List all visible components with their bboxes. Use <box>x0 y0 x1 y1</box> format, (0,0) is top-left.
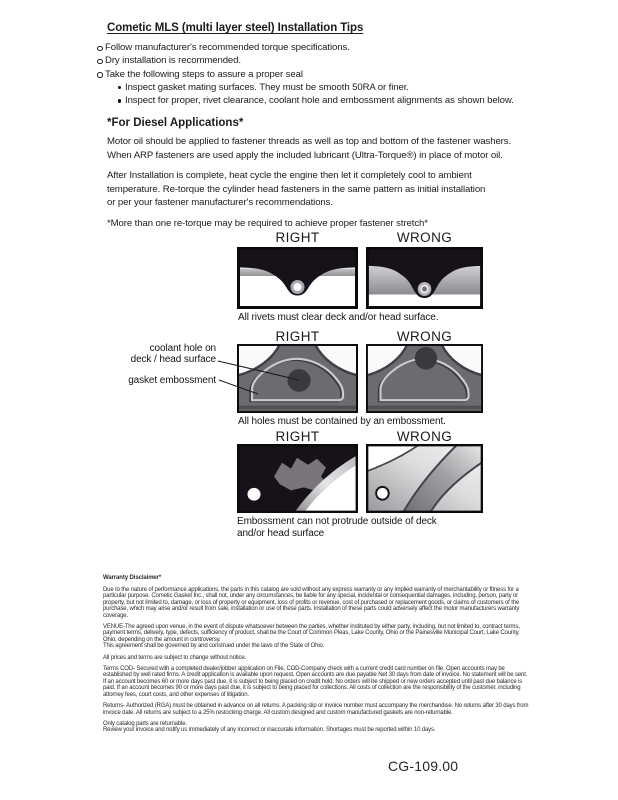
coolant-hole-label-line2: deck / head surface <box>130 354 216 365</box>
filled-bullet-icon <box>118 99 121 102</box>
row3-caption-line2: and/or head surface <box>237 528 325 539</box>
protrusion-right-diagram <box>237 444 358 513</box>
right-label-row3: RIGHT <box>275 429 320 444</box>
filled-bullet-icon <box>118 86 121 89</box>
diesel-applications-heading: *For Diesel Applications* <box>107 117 244 130</box>
coolant-hole-label-line1: coolant hole on <box>149 343 216 354</box>
disclaimer-line: This agreement shall be governed by and construed under the laws of the State of Ohio. <box>103 643 325 650</box>
page-code: CG-109.00 <box>388 758 459 774</box>
disclaimer-paragraph <box>103 721 531 734</box>
disclaimer-heading: Warranty Disclaimer* <box>103 575 162 581</box>
disclaimer-paragraph: All prices and terms are subject to change without notice. <box>103 654 247 661</box>
protrusion-wrong-diagram <box>366 444 483 513</box>
row3-caption-line1: Embossment can not protrude outside of deck <box>237 516 437 527</box>
sub-bullet-item <box>97 94 537 107</box>
sub-bullet-text: Inspect for proper, rivet clearance, coolant hole and embossment alignments as shown below. <box>125 95 514 107</box>
sub-bullet-item <box>97 81 537 94</box>
disclaimer-line: Only catalog parts are returnable. <box>103 720 187 727</box>
wrong-label-row1: WRONG <box>396 230 453 245</box>
embossment-wrong-diagram <box>366 344 483 413</box>
right-label-row1: RIGHT <box>275 230 320 245</box>
wrong-label-row3: WRONG <box>396 429 453 444</box>
disclaimer-paragraph <box>103 624 531 650</box>
embossment-right-diagram <box>237 344 358 413</box>
bullet-item <box>97 68 537 81</box>
diesel-paragraph-3 <box>97 217 537 231</box>
bullet-item <box>97 54 537 67</box>
bullet-text: Take the following steps to assure a proper seal <box>105 68 303 80</box>
row1-caption: All rivets must clear deck and/or head surface. <box>238 312 439 323</box>
paragraph-line: When ARP fasteners are used apply the included lubricant (Ultra-Torque®) in place of motor oil. <box>107 149 503 161</box>
bullet-text: Dry installation is recommended. <box>105 55 241 67</box>
paragraph-line: After Installation is complete, heat cycle the engine then let it completely cool to ambient <box>107 170 472 182</box>
row2-caption: All holes must be contained by an embossment. <box>238 416 446 427</box>
wrong-label-row2: WRONG <box>396 329 453 344</box>
text-column <box>97 16 537 237</box>
paragraph-line: temperature. Re-torque the cylinder head fasteners in the same pattern as initial installation <box>107 183 486 195</box>
rivet-clearance-right-diagram <box>237 247 358 309</box>
disclaimer-paragraph: Terms COD- Secured with a completed dealer/jobber application on File, COD-Company check with a current credit card number on file. Open accounts may be established by well rated firms. A credit application is available upon request. Open accounts are due payable Net 30 days from date of invoice. No statement will be sent. If an account becomes 60 or more days past due, it is subject to being placed on credit hold. No orders will be shipped or new orders accepted until past due balance is paid. If an account becomes 90 or more days past due, it is subject to being placed for collections. All costs of collection are the responsibility of the customer, including attorney fees, court costs, and other expenses of litigation. <box>103 666 528 698</box>
diesel-paragraph-1 <box>97 135 537 162</box>
open-bullet-icon <box>97 46 103 52</box>
gasket-embossment-label: gasket embossment <box>128 375 216 386</box>
diesel-paragraph-2 <box>97 169 537 210</box>
page-title: Cometic MLS (multi layer steel) Installation Tips <box>107 22 364 34</box>
paragraph-line: Motor oil should be applied to fastener threads as well as top and bottom of the fastener washers. <box>107 136 512 148</box>
disclaimer-line: VENUE-The agreed upon venue, in the event of dispute whatsoever between the parties, whether instituted by either party, including, but not limited to, contract terms, payment terms, delivery, type, defects, sufficiency of product, shall be the Court of Common Pleas, Lake County, Ohio or the Painesville Municipal Court, Lake County, Ohio, depending on the amount in controversy. <box>103 624 520 643</box>
disclaimer-line: Review your invoice and notify us immediately of any incorrect or inaccurate information. Shortages must be reported within 10 days. <box>103 727 436 734</box>
warranty-disclaimer <box>103 575 531 739</box>
disclaimer-paragraph: Due to the nature of performance applications, the parts in this catalog are sold without any express warranty or any implied warranty of merchantability or fitness for a particular purpose. Cometic Gasket Inc., shall not, under any circumstances, be liable for any special, incidental or consequential damages, including, person, party or property, but not limited to, damage, or loss of property or equipment, loss of profits or revenue, cost of purchased or replacement goods, or claims of customers of the purchase, which may arise and/or result from sale, installation or use of these parts. Installation of these parts could adversely affect the motor manufacturers warranty coverage. <box>103 587 520 619</box>
open-bullet-icon <box>97 72 103 78</box>
paragraph-line: or per your fastener manufacturer's recommendations. <box>107 197 333 209</box>
open-bullet-icon <box>97 59 103 65</box>
disclaimer-paragraph: Returns- Authorized (RGA) must be obtained in advance on all returns. A packing slip or invoice number must accompany the merchandise. No returns after 30 days from invoice date. All returns are subject to a 25% restocking charge. All custom designed and custom manufactured gaskets are non-returnable. <box>103 703 529 716</box>
bullet-item <box>97 41 537 54</box>
right-label-row2: RIGHT <box>275 329 320 344</box>
sub-bullet-text: Inspect gasket mating surfaces. They must be smooth 50RA or finer. <box>125 81 409 93</box>
bullet-text: Follow manufacturer's recommended torque specifications. <box>105 42 350 53</box>
paragraph-line: *More than one re-torque may be required to achieve proper fastener stretch* <box>107 217 428 229</box>
rivet-clearance-wrong-diagram <box>366 247 483 309</box>
